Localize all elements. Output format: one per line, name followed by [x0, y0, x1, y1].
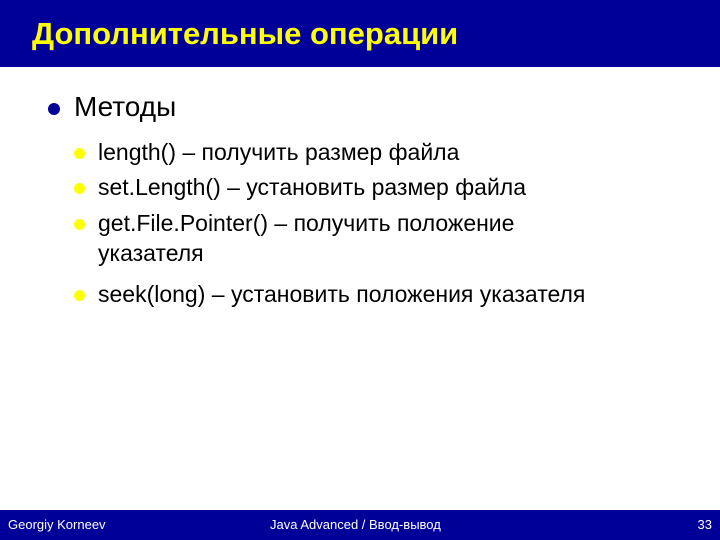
bullet-level2-item: get.File.Pointer() – получить положение: [98, 210, 515, 236]
bullet-icon: [74, 148, 85, 159]
bullet-icon: [48, 103, 60, 115]
page-number: 33: [697, 517, 712, 532]
footer-bar: [0, 510, 720, 540]
bullet-level2-item: length() – получить размер файла: [98, 139, 460, 165]
bullet-level2-item: seek(long) – установить положения указателя: [98, 281, 586, 307]
slide-title: Дополнительные операции: [32, 16, 459, 51]
footer-course: Java Advanced / Ввод-вывод: [270, 517, 441, 532]
bullet-level2-item: set.Length() – установить размер файла: [98, 174, 527, 200]
bullet-level1: Методы: [74, 91, 177, 122]
footer-author: Georgiy Korneev: [8, 517, 106, 532]
bullet-icon: [74, 219, 85, 230]
bullet-icon: [74, 290, 85, 301]
bullet-level2-continuation: указателя: [98, 240, 204, 266]
bullet-icon: [74, 183, 85, 194]
